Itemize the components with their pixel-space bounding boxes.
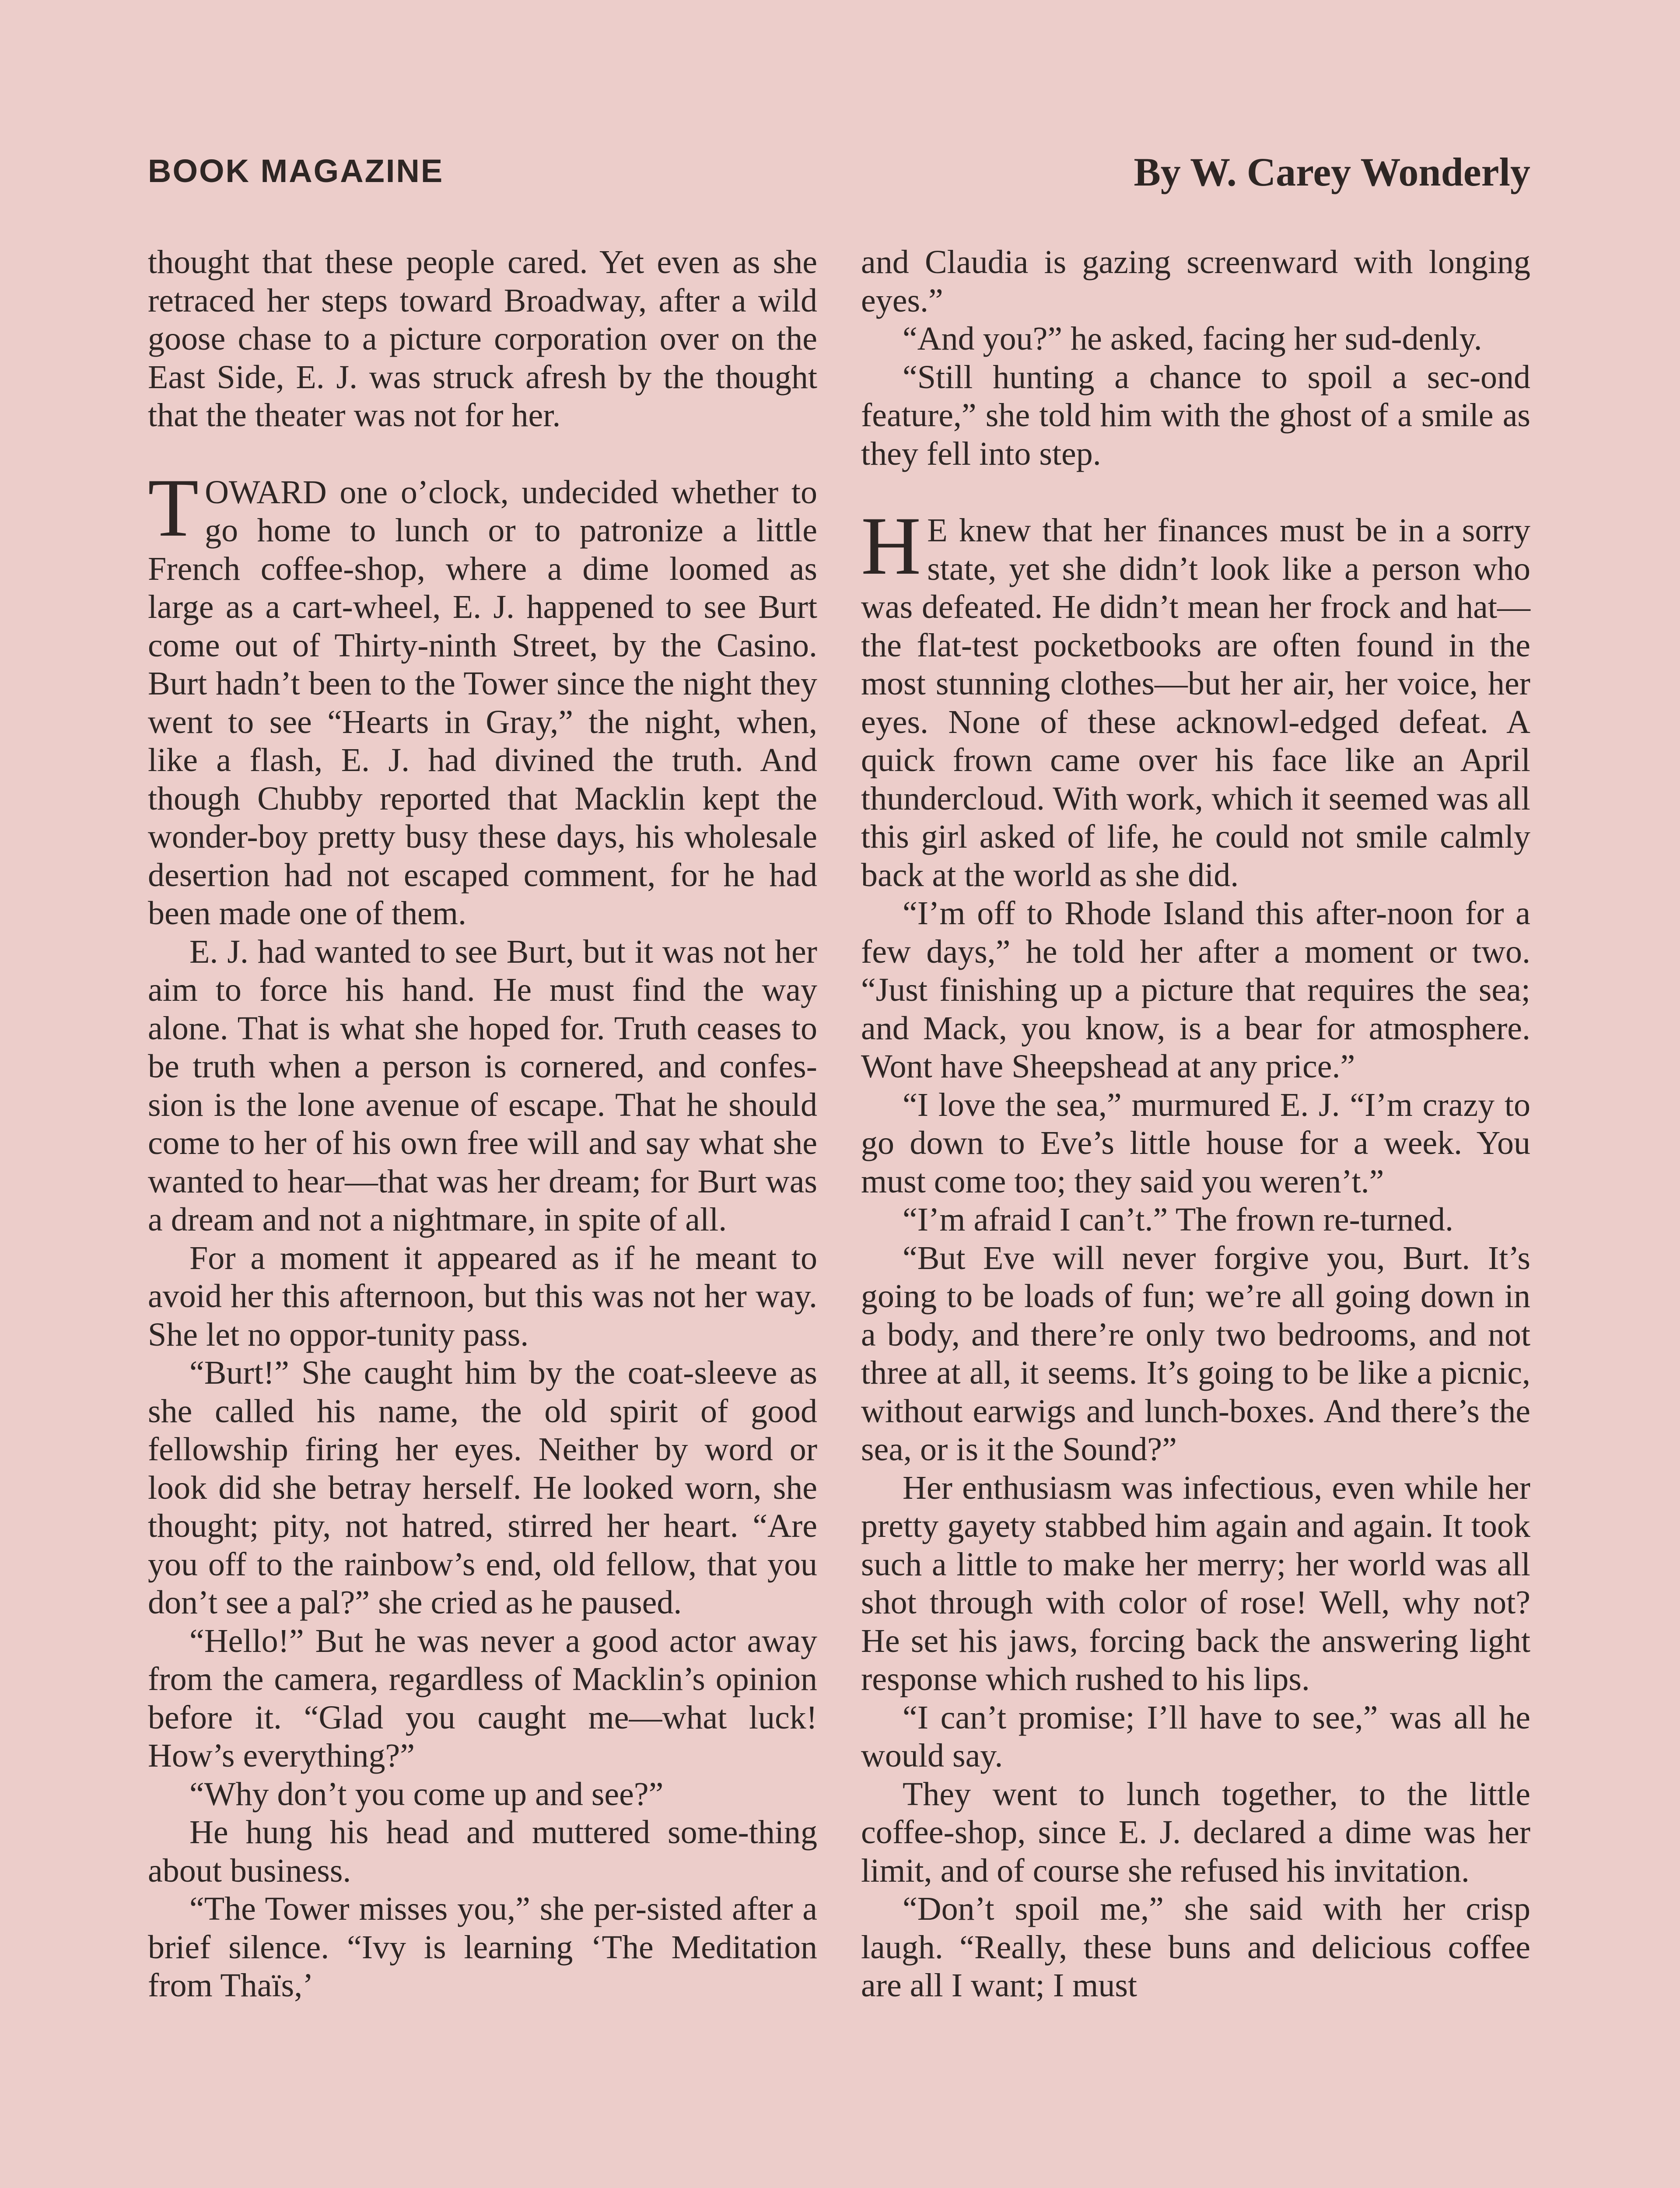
paragraph: E. J. had wanted to see Burt, but it was not her aim to force his hand. He must find the way alone. That is what she hoped for. Truth ceases to be truth when a person is cornered, and confes-sion is the lone avenue of escape. That he should come to her of his own free will and say what she wanted to hear—that was her dream; for Burt was a dream and not a nightmare, in spite of all. bbox=[148, 933, 817, 1238]
paragraph: “The Tower misses you,” she per-sisted after a brief silence. “Ivy is learning ‘The Meditation from Thaïs,’ bbox=[148, 1890, 817, 2004]
paragraph-text: E knew that her finances must be in a sorry state, yet she didn’t look like a person who was defeated. He didn’t mean her frock and hat—the flat-test pocketbooks are often found in the most stunning clothes—but her air, her voice, her eyes. None of these acknowl-edged defeat. A quick frown came over his face like an April thundercloud. With work, which it seemed was all this girl asked of life, he could not smile calmly back at the world as she did. bbox=[861, 512, 1530, 894]
paragraph: thought that these people cared. Yet even as she retraced her steps toward Broadway, after a wild goose chase to a picture corporation over on the East Side, E. J. was struck afresh by the thought that the theater was not for her. bbox=[148, 244, 817, 434]
paragraph: “I love the sea,” murmured E. J. “I’m crazy to go down to Eve’s little house for a week. You must come too; they said you weren’t.” bbox=[861, 1086, 1530, 1200]
paragraph-text: OWARD one o’clock, undecided whether to go home to lunch or to patronize a little French coffee-shop, where a dime loomed as large as a cart-wheel, E. J. happened to see Burt come out of Thirty-ninth Street, by the Casino. Burt hadn’t been to the Tower since the night they went to see “Hearts in Gray,” the night, when, like a flash, E. J. had divined the truth. And though Chubby reported that Macklin kept the wonder-boy pretty busy these days, his wholesale desertion had not escaped comment, for he had been made one of them. bbox=[148, 473, 817, 932]
paragraph: “And you?” he asked, facing her sud-denly. bbox=[903, 320, 1482, 357]
publication-title: BOOK MAGAZINE bbox=[148, 153, 444, 189]
running-header bbox=[148, 149, 1530, 201]
paragraph: For a moment it appeared as if he meant to avoid her this afternoon, but this was not her way. She let no oppor-tunity pass. bbox=[148, 1239, 817, 1353]
paragraph: “I can’t promise; I’ll have to see,” was all he would say. bbox=[861, 1699, 1530, 1774]
drop-cap: H bbox=[861, 500, 921, 592]
paragraph: “Why don’t you come up and see?” bbox=[189, 1775, 664, 1813]
paragraph bbox=[861, 500, 1530, 894]
paragraph: They went to lunch together, to the little coffee-shop, since E. J. declared a dime was her limit, and of course she refused his invitation. bbox=[861, 1775, 1530, 1889]
paragraph: Her enthusiasm was infectious, even while her pretty gayety stabbed him again and again. It took such a little to make her merry; her world was all shot through with color of rose! Well, why not? He set his jaws, forcing back the answering light response which rushed to his lips. bbox=[861, 1469, 1530, 1697]
paragraph: “But Eve will never forgive you, Burt. It’s going to be loads of fun; we’re all going down in a body, and there’re only two bedrooms, and not three at all, it seems. It’s going to be like a picnic, without earwigs and lunch-boxes. And there’s the sea, or is it the Sound?” bbox=[861, 1239, 1530, 1468]
paragraph: “I’m afraid I can’t.” The frown re-turned. bbox=[903, 1201, 1454, 1238]
paragraph bbox=[148, 462, 817, 933]
drop-cap: T bbox=[148, 462, 199, 554]
paragraph: and Claudia is gazing screenward with longing eyes.” bbox=[861, 244, 1530, 319]
text-column-right bbox=[861, 243, 1530, 2005]
paragraph: “I’m off to Rhode Island this after-noon for a few days,” he told her after a moment or two. “Just finishing up a picture that requires the sea; and Mack, you know, is a bear for atmosphere. Wont have Sheepshead at any price.” bbox=[861, 895, 1530, 1085]
paragraph: “Hello!” But he was never a good actor away from the camera, regardless of Macklin’s opinion before it. “Glad you caught me—what luck! How’s everything?” bbox=[148, 1622, 817, 1774]
text-column-left bbox=[148, 243, 817, 2005]
paragraph: “Don’t spoil me,” she said with her crisp laugh. “Really, these buns and delicious coffee are all I want; I must bbox=[861, 1890, 1530, 2004]
byline: By W. Carey Wonderly bbox=[1134, 150, 1530, 194]
paragraph: “Burt!” She caught him by the coat-sleeve as she called his name, the old spirit of good fellowship firing her eyes. Neither by word or look did she betray herself. He looked worn, she thought; pity, not hatred, stirred her heart. “Are you off to the rainbow’s end, old fellow, that you don’t see a pal?” she cried as he paused. bbox=[148, 1354, 817, 1621]
paragraph: He hung his head and muttered some-thing about business. bbox=[148, 1814, 817, 1889]
paragraph: “Still hunting a chance to spoil a sec-ond feature,” she told him with the ghost of a smile as they fell into step. bbox=[861, 358, 1530, 472]
